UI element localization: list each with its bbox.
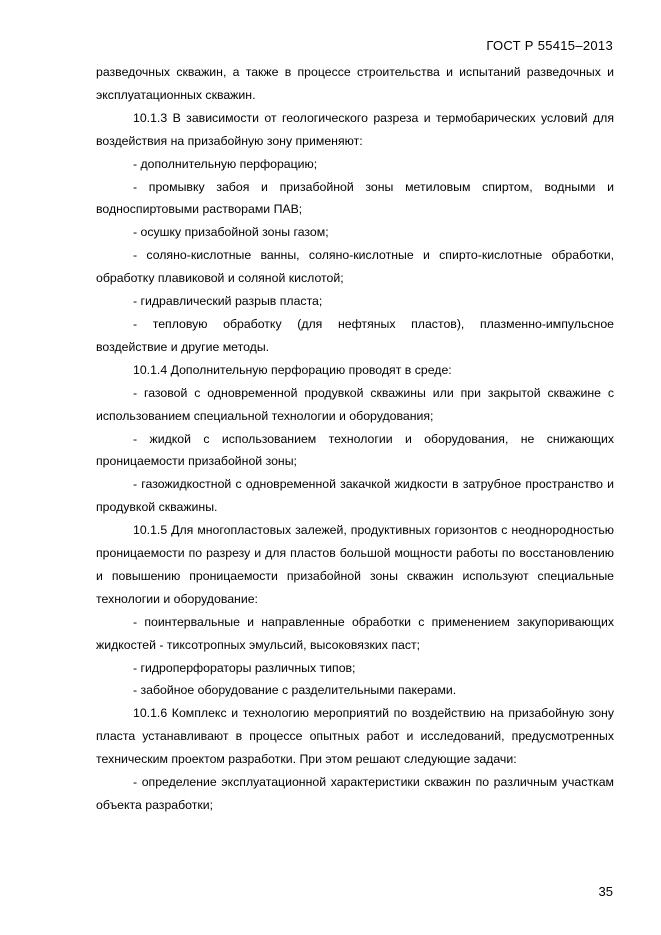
list-item: - гидравлический разрыв пласта; xyxy=(133,294,323,309)
document-header-standard: ГОСТ Р 55415–2013 xyxy=(486,38,613,53)
list-item: - тепловую обработку (для нефтяных пластов), плазменно-импульсное воздействие и другие методы. xyxy=(96,316,614,354)
list-item: - жидкой с использованием технологии и оборудования, не снижающих проницаемости призабойной зоны; xyxy=(96,431,614,469)
document-body xyxy=(96,61,614,817)
paragraph-10-1-6: 10.1.6 Комплекс и технологию мероприятий по воздействию на призабойную зону пласта устанавливают в процессе опытных работ и исследований, предусмотренных техническим проектом разработки. При этом решают следующие задачи: xyxy=(96,706,614,767)
list-item: - поинтервальные и направленные обработки с применением закупоривающих жидкостей - тиксотропных эмульсий, высоковязких паст; xyxy=(96,614,614,652)
page-number: 35 xyxy=(598,884,613,899)
list-item: - промывку забоя и призабойной зоны метиловым спиртом, водными и водноспиртовыми растворами ПАВ; xyxy=(96,179,614,217)
list-item: - газожидкостной с одновременной закачкой жидкости в затрубное пространство и продувкой скважины. xyxy=(96,477,614,515)
list-item: - определение эксплуатационной характеристики скважин по различным участкам объекта разработки; xyxy=(96,775,614,812)
paragraph-10-1-3: 10.1.3 В зависимости от геологического разреза и термобарических условий для воздействия на призабойную зону применяют: xyxy=(96,110,614,148)
list-item: - забойное оборудование с разделительными пакерами. xyxy=(133,683,457,698)
paragraph-10-1-5: 10.1.5 Для многопластовых залежей, продуктивных горизонтов с неоднородностью проницаемости по разрезу и для пластов большой мощности работы по восстановлению и повышению проницаемости призабойной зоны скважин используют специальные технологии и оборудование: xyxy=(96,523,614,606)
list-item: - газовой с одновременной продувкой скважины или при закрытой скважине с использованием специальной технологии и оборудования; xyxy=(96,385,614,423)
paragraph-continuation: разведочных скважин, а также в процессе строительства и испытаний разведочных и эксплуатационных скважин. xyxy=(96,65,614,102)
list-item: - гидроперфораторы различных типов; xyxy=(133,660,356,675)
list-item: - дополнительную перфорацию; xyxy=(133,156,318,171)
list-item: - осушку призабойной зоны газом; xyxy=(133,225,329,240)
paragraph-10-1-4: 10.1.4 Дополнительную перфорацию проводят в среде: xyxy=(133,362,452,377)
list-item: - соляно-кислотные ванны, соляно-кислотные и спирто-кислотные обработки, обработку плавиковой и соляной кислотой; xyxy=(96,248,614,286)
